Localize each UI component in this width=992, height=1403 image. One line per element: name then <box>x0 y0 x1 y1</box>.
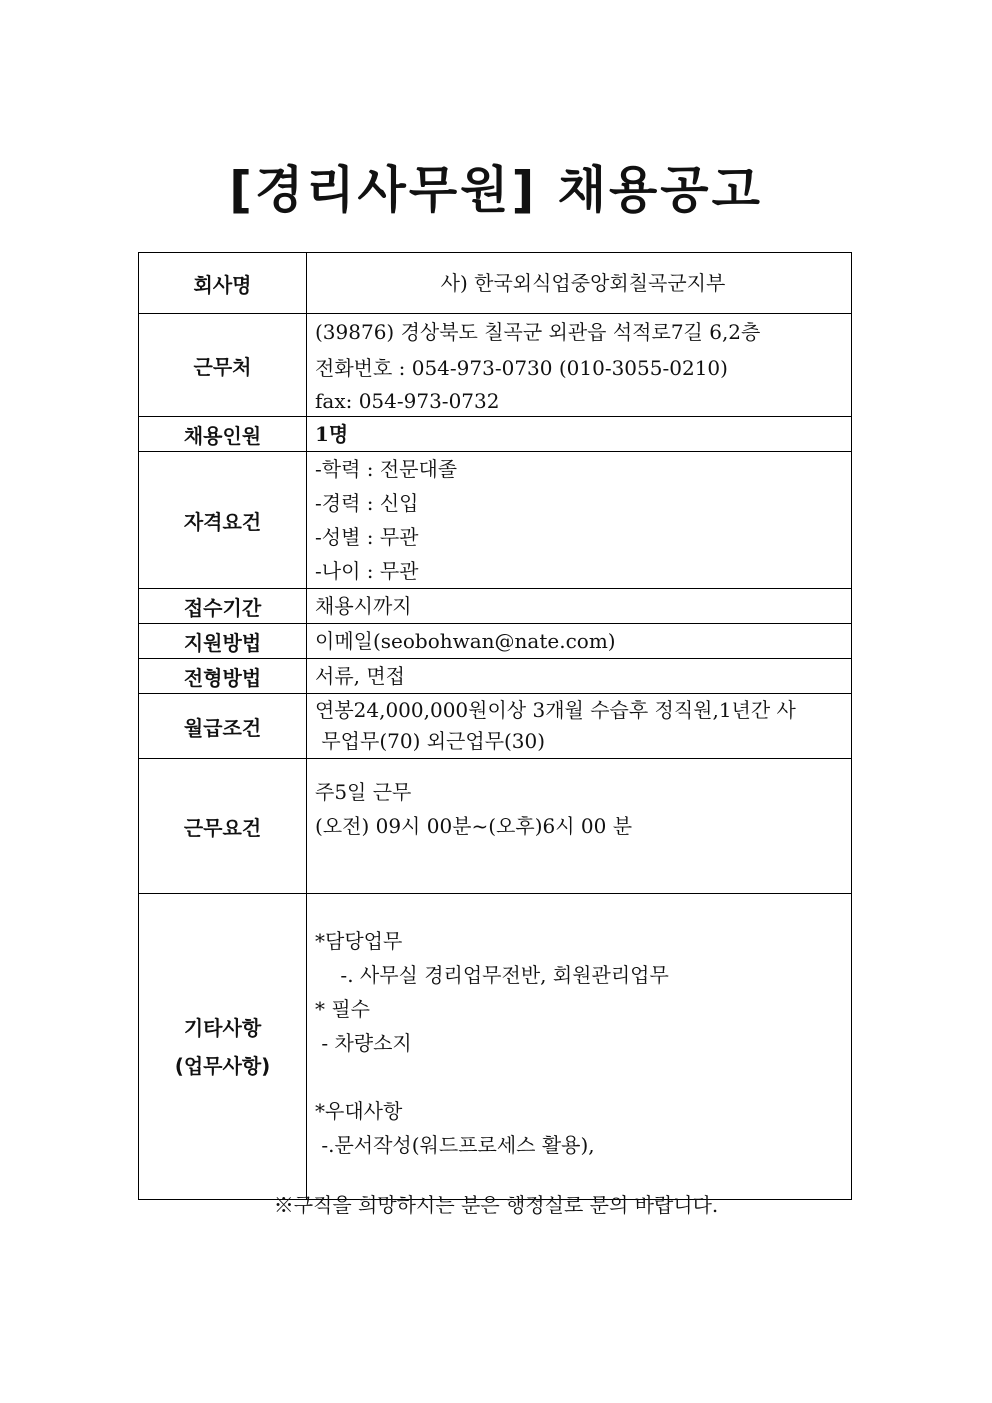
value-hours <box>307 759 852 894</box>
value-salary <box>307 694 852 759</box>
footer-notice: ※구직을 희망하시는 분은 행정실로 문의 바랍니다. <box>273 1193 719 1217</box>
hours-days: 주5일 근무 <box>315 780 412 804</box>
recruitment-table <box>138 252 852 1200</box>
label-salary: 월급조건 <box>139 694 307 759</box>
label-etc-line-2: (업무사항) <box>174 1053 271 1078</box>
etc-blank-line <box>315 1060 851 1094</box>
label-qualification: 자격요건 <box>139 452 307 589</box>
phone-line: 전화번호 : 054-973-0730 (010-3055-0210) <box>315 356 728 380</box>
salary-line-1: 연봉24,000,000원이상 3개월 수습후 정직원,1년간 사 <box>315 698 796 722</box>
value-headcount: 1명 <box>307 417 852 452</box>
qual-age: -나이 : 무관 <box>315 559 419 583</box>
etc-required-item: - 차량소지 <box>315 1031 412 1055</box>
qual-experience: -경력 : 신입 <box>315 491 419 515</box>
salary-line-2: 무업무(70) 외근업무(30) <box>315 729 546 753</box>
value-period: 채용시까지 <box>307 589 852 624</box>
label-headcount: 채용인원 <box>139 417 307 452</box>
row-hours <box>139 759 852 894</box>
label-selection: 전형방법 <box>139 659 307 694</box>
row-qualification <box>139 452 852 589</box>
value-apply: 이메일(seobohwan@nate.com) <box>307 624 852 659</box>
page-title: [경리사무원] 채용공고 <box>229 161 763 219</box>
label-period: 접수기간 <box>139 589 307 624</box>
qual-education: -학력 : 전문대졸 <box>315 457 458 481</box>
label-workplace: 근무처 <box>139 314 307 417</box>
etc-required-heading: * 필수 <box>315 997 370 1021</box>
row-apply <box>139 624 852 659</box>
etc-duty-item: -. 사무실 경리업무전반, 회원관리업무 <box>315 963 669 987</box>
value-workplace <box>307 314 852 417</box>
etc-duty-heading: *담당업무 <box>315 929 403 953</box>
label-etc-line-1: 기타사항 <box>183 1015 262 1040</box>
value-selection: 서류, 면접 <box>307 659 852 694</box>
row-headcount <box>139 417 852 452</box>
row-salary <box>139 694 852 759</box>
row-selection <box>139 659 852 694</box>
label-company: 회사명 <box>139 253 307 314</box>
row-etc <box>139 894 852 1200</box>
label-etc <box>139 894 307 1200</box>
row-workplace <box>139 314 852 417</box>
fax-line: fax: 054-973-0732 <box>315 389 500 413</box>
qual-gender: -성별 : 무관 <box>315 525 419 549</box>
etc-preferred-heading: *우대사항 <box>315 1099 403 1123</box>
etc-preferred-item: -.문서작성(워드프로세스 활용), <box>315 1133 595 1157</box>
value-etc <box>307 894 852 1200</box>
label-apply: 지원방법 <box>139 624 307 659</box>
row-company <box>139 253 852 314</box>
row-period <box>139 589 852 624</box>
address-line: (39876) 경상북도 칠곡군 외관읍 석적로7길 6,2층 <box>315 320 761 344</box>
hours-time: (오전) 09시 00분~(오후)6시 00 분 <box>315 814 633 838</box>
label-hours: 근무요건 <box>139 759 307 894</box>
value-company: 사) 한국외식업중앙회칠곡군지부 <box>307 253 852 314</box>
value-qualification <box>307 452 852 589</box>
